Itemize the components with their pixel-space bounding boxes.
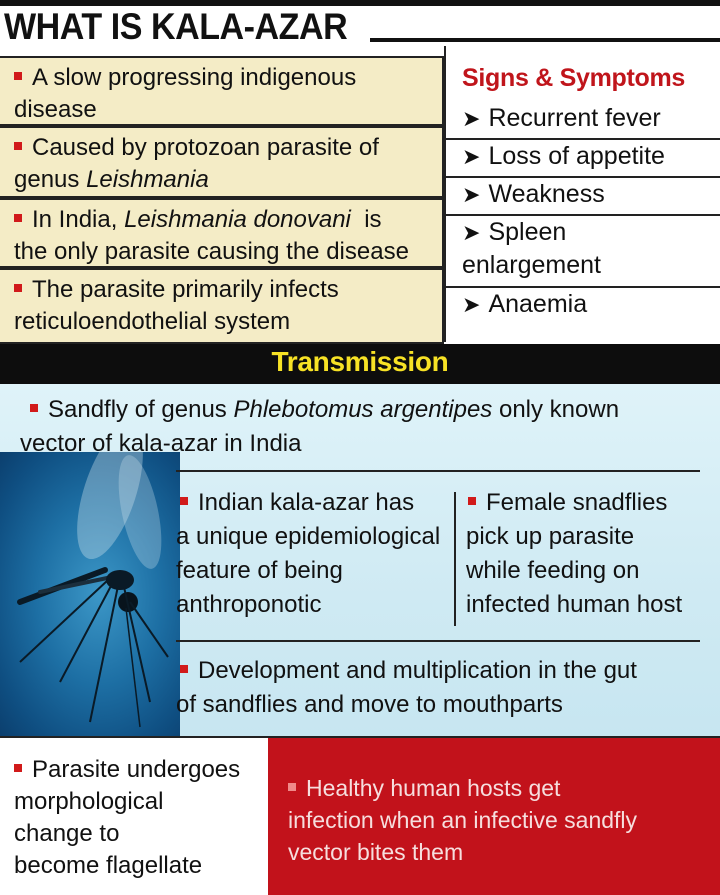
- female-line: infected human host: [466, 591, 683, 618]
- transmission-heading: Transmission: [271, 346, 449, 377]
- bullet-icon: [14, 142, 22, 150]
- development-note: [176, 654, 716, 722]
- page-title: WHAT IS KALA-AZAR: [4, 6, 348, 47]
- development-line: Development and multiplication in the gut: [198, 657, 637, 684]
- bullet-icon: [180, 665, 188, 673]
- fact-text: A slow progressing indigenous: [32, 64, 357, 91]
- parasite-line: Parasite undergoes: [32, 756, 241, 783]
- bullet-icon: [180, 497, 188, 505]
- parasite-line: become flagellate: [14, 852, 203, 879]
- bullet-icon: [468, 497, 476, 505]
- vector-text: vector of kala-azar in India: [20, 430, 302, 457]
- parasite-line: change to: [14, 820, 120, 847]
- fact-species: Leishmania donovani: [124, 206, 351, 233]
- fact-text: genus: [14, 166, 87, 193]
- fact-text: disease: [14, 96, 97, 123]
- sign-label: Anaemia: [488, 290, 588, 318]
- parasite-change-panel: [0, 736, 268, 895]
- anthro-line: anthroponotic: [176, 591, 322, 618]
- vector-note: [20, 393, 710, 461]
- signs-heading: Signs & Symptoms: [462, 64, 686, 92]
- fact-text: The parasite primarily infects: [32, 276, 339, 303]
- fact-row: [0, 268, 444, 344]
- bullet-icon: [288, 783, 296, 791]
- fact-row: [0, 126, 444, 198]
- fact-row: [0, 56, 444, 126]
- infection-line: vector bites them: [288, 839, 464, 865]
- arrow-right-icon: ➤: [462, 292, 481, 317]
- female-line: while feeding on: [466, 557, 640, 584]
- bullet-icon: [14, 72, 22, 80]
- anthro-line: Indian kala-azar has: [198, 489, 415, 516]
- vector-text: Sandfly of genus: [48, 396, 234, 423]
- sign-item: [444, 286, 720, 326]
- fact-text: Caused by protozoan parasite of: [32, 134, 379, 161]
- infection-line: Healthy human hosts get: [306, 775, 561, 801]
- anthro-line: a unique epidemiological: [176, 523, 441, 550]
- sign-label: Recurrent fever: [488, 104, 661, 132]
- sign-item: [444, 102, 720, 138]
- female-line: pick up parasite: [466, 523, 635, 550]
- mosquito-illustration: [0, 452, 180, 736]
- transmission-bar: [0, 344, 720, 384]
- sign-item: [444, 176, 720, 214]
- parasite-line: morphological: [14, 788, 164, 815]
- arrow-right-icon: ➤: [462, 144, 481, 169]
- fact-text: is: [350, 206, 382, 233]
- anthro-line: feature of being: [176, 557, 343, 584]
- sign-label: Spleen: [488, 218, 567, 246]
- development-line: of sandflies and move to mouthparts: [176, 691, 563, 718]
- bullet-icon: [14, 214, 22, 222]
- female-line: Female snadflies: [486, 489, 668, 516]
- anthroponotic-note: [176, 486, 456, 622]
- sandfly-icon: [0, 452, 180, 736]
- infection-panel: [268, 736, 720, 895]
- fact-text: In India,: [32, 206, 125, 233]
- vector-species: Phlebotomus argentipes: [233, 396, 493, 423]
- fact-row: [0, 198, 444, 268]
- parasite-note: [14, 754, 268, 882]
- fact-genus: Leishmania: [86, 166, 209, 193]
- sign-label: enlargement: [462, 251, 601, 279]
- female-sandflies-note: [466, 486, 716, 622]
- sign-item: [444, 214, 720, 286]
- divider: [176, 640, 700, 642]
- sign-label: Loss of appetite: [488, 142, 665, 170]
- sign-label: Weakness: [488, 180, 605, 208]
- column-divider: [454, 492, 456, 626]
- fact-text: reticuloendothelial system: [14, 308, 291, 335]
- vector-text: only known: [492, 396, 620, 423]
- fact-text: the only parasite causing the disease: [14, 238, 409, 265]
- arrow-right-icon: ➤: [462, 106, 481, 131]
- divider: [176, 470, 700, 472]
- sign-item: [444, 138, 720, 176]
- bullet-icon: [14, 284, 22, 292]
- bullet-icon: [14, 764, 22, 772]
- arrow-right-icon: ➤: [462, 182, 481, 207]
- title-rule: [370, 38, 720, 42]
- infection-note: [288, 772, 718, 868]
- arrow-right-icon: ➤: [462, 220, 481, 245]
- infection-line: infection when an infective sandfly: [288, 807, 638, 833]
- bullet-icon: [30, 404, 38, 412]
